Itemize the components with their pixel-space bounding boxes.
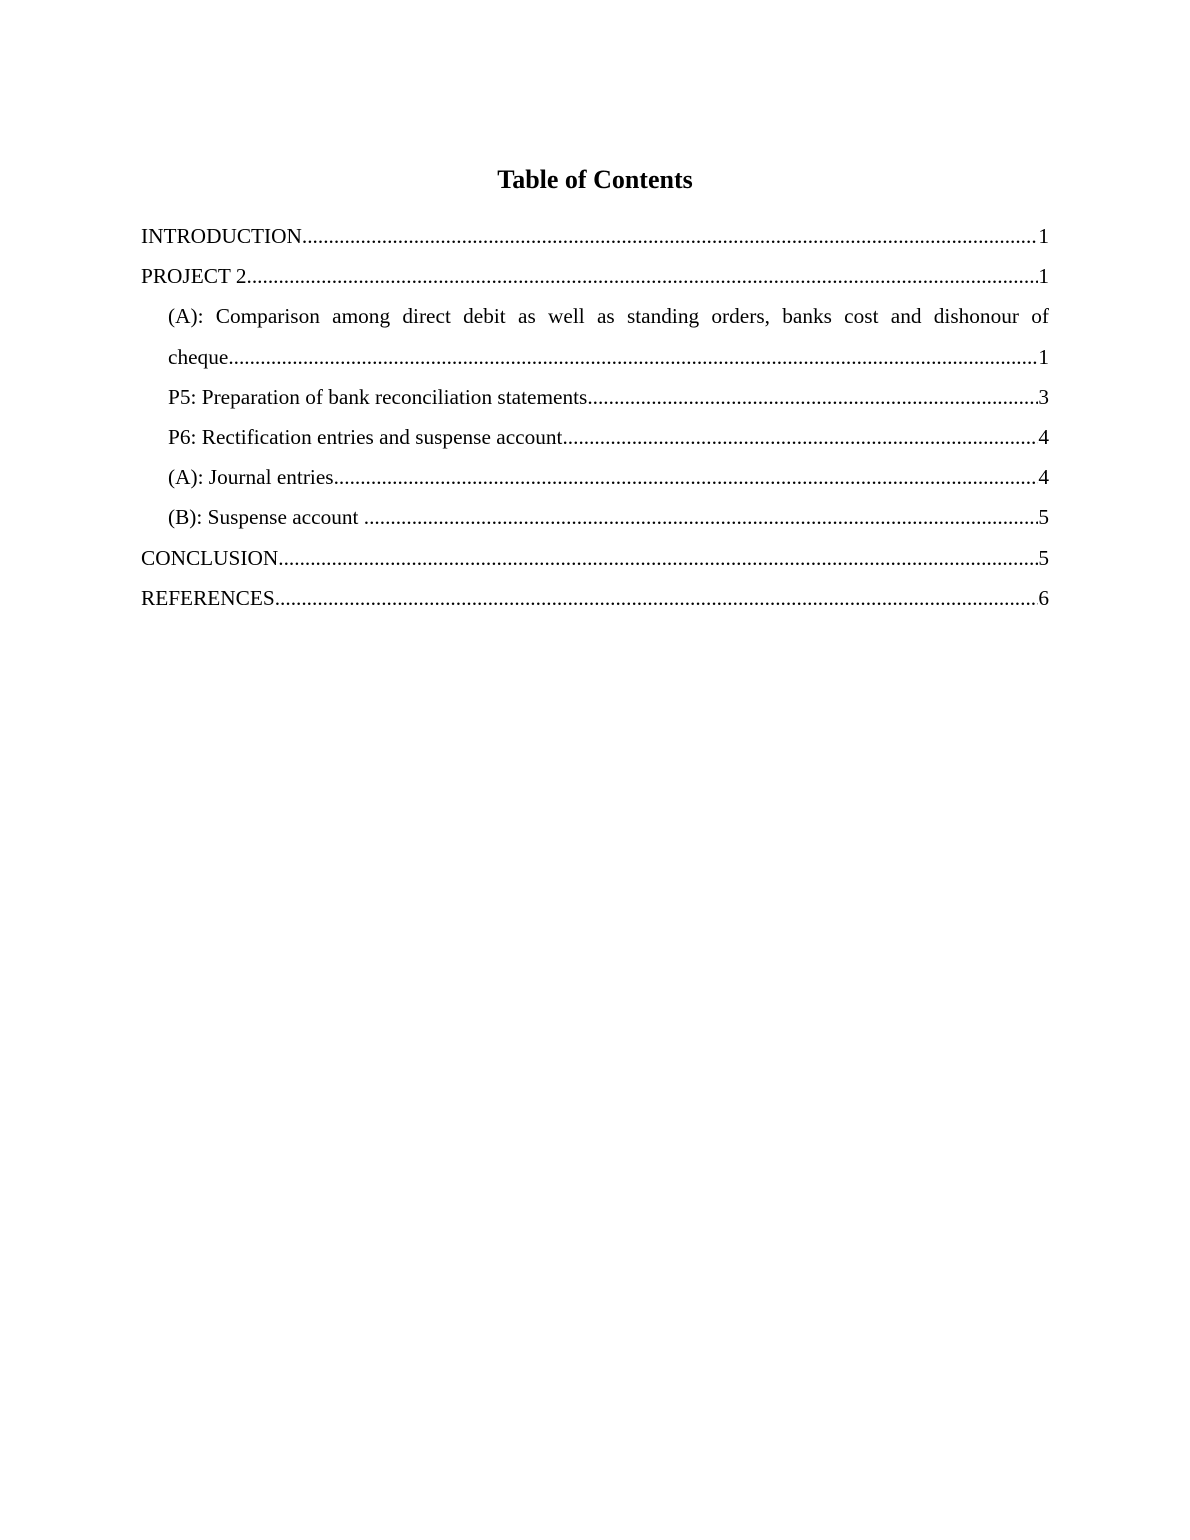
toc-page-number: 5 [1038,505,1049,530]
toc-entry-label: CONCLUSION [141,545,279,570]
toc-entry-line2 [168,337,1049,377]
toc-dot-leader [334,457,1039,497]
toc-dot-leader [587,377,1038,417]
toc-entry-label: P6: Rectification entries and suspense account [168,425,563,450]
toc-page-number: 4 [1038,465,1049,490]
toc-page-number: 1 [1038,264,1049,289]
toc-entry-label: (A): Journal entries [168,465,334,490]
toc-entry-label: INTRODUCTION [141,224,302,248]
toc-entry-comparison[interactable] [141,296,1049,376]
toc-dot-leader [247,256,1039,296]
toc-page-number: 6 [1038,585,1049,610]
toc-entry-p6[interactable] [141,417,1049,457]
toc-entry-label: (B): Suspense account [168,505,364,530]
toc-page-number: 3 [1038,384,1049,409]
toc-dot-leader [275,578,1039,618]
toc-page-number: 5 [1038,545,1049,570]
toc-entry-label: cheque [168,344,229,369]
toc-entry-label: P5: Preparation of bank reconciliation statements [168,384,588,409]
toc-entry-project-2[interactable] [141,256,1049,296]
toc-entry-label-line1: (A): Comparison among direct debit as well as standing orders, banks cost and dishonour of [168,304,1049,329]
toc-dot-leader [302,216,1038,256]
table-of-contents [141,216,1049,618]
toc-page-number: 1 [1038,224,1049,248]
toc-page-number: 1 [1038,344,1049,369]
toc-dot-leader [562,417,1038,457]
toc-entry-p5[interactable] [141,377,1049,417]
toc-dot-leader [364,497,1039,537]
toc-title: Table of Contents [497,165,693,194]
toc-entry-label: REFERENCES [141,585,275,610]
toc-dot-leader [228,337,1038,377]
toc-entry-journal-entries[interactable] [141,457,1049,497]
toc-entry-conclusion[interactable] [141,538,1049,578]
toc-entry-suspense-account[interactable] [141,497,1049,537]
toc-entry-references[interactable] [141,578,1049,618]
toc-page-number: 4 [1038,425,1049,450]
toc-entry-label: PROJECT 2 [141,264,247,289]
toc-dot-leader [278,538,1038,578]
toc-entry-introduction[interactable] [141,216,1049,256]
